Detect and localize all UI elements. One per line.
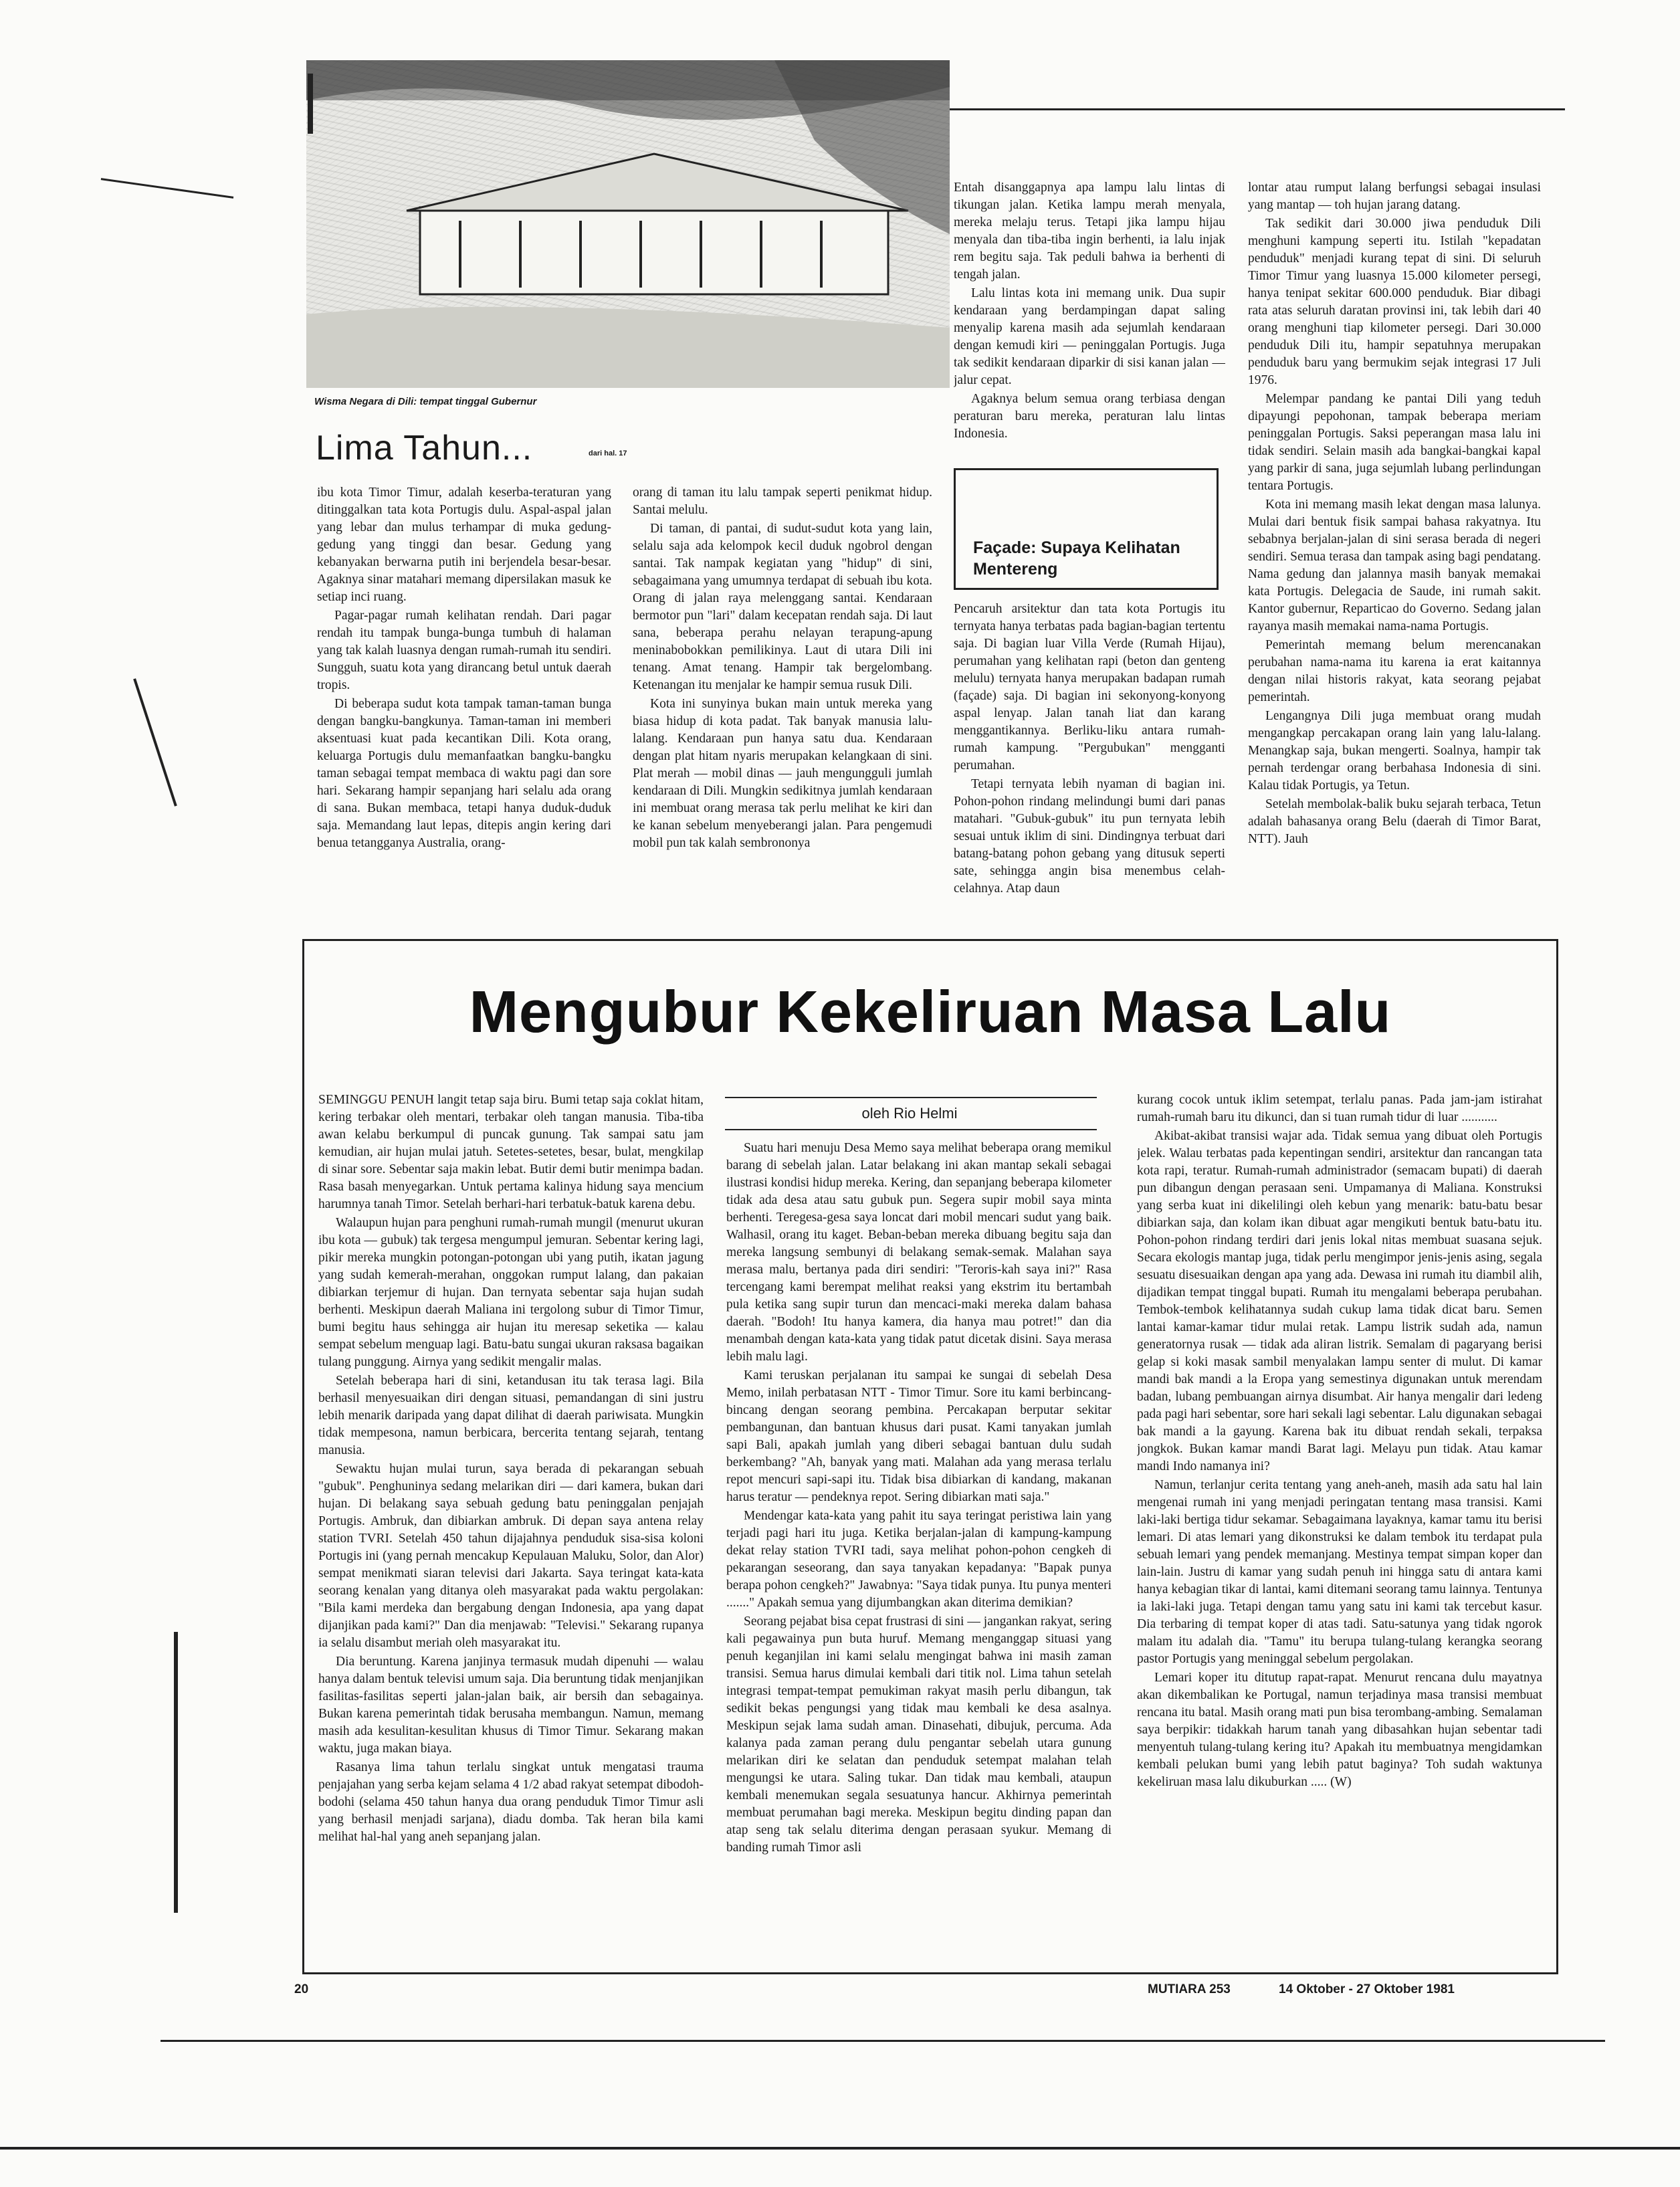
governor-residence-photo xyxy=(306,60,950,388)
paragraph: SEMINGGU PENUH langit tetap saja biru. Bumi tetap saja coklat hitam, kering terbakar oleh mentari, terbakar oleh tangan manusia. Tiba-tiba awan kelabu berkumpul di puncak gunung. Tak sampai satu jam kemudian, air hujan mulai jatuh. Setetes-setetes, besar, bulat, mengkilap di sinar sore. Sebentar saja makin lebat. Butir demi butir menimpa badan. Rasa basah menyegarkan. Untuk pertama kalinya hidung saya mencium harumnya tanah Timor. Setelah berhari-hari terbatuk-batuk karena debu. xyxy=(318,1093,704,1211)
main-column-3 xyxy=(1137,1091,1542,1961)
lima-column-3-bottom xyxy=(954,601,1225,920)
paragraph: Entah disanggapnya apa lampu lalu lintas di tikungan jalan. Ketika lampu merah menyala, mereka melaju terus. Tetapi jika lampu hijau menyala dan tiba-tiba ingin berhenti, ia lalu injak rem begitu saja. Tak peduli bahwa ia berhenti di tengah jalan. xyxy=(954,181,1225,282)
paragraph: Lemari koper itu ditutup rapat-rapat. Menurut rencana dulu mayatnya akan dikembalikan ke Portugal, namun terjadinya masa transisi membuat rencana itu batal. Masih orang mati pun bisa terombang-ambing. Semalaman saya berpikir: tidakkah harum tanah yang dibasahkan hujan sebentar tadi menyentuh tulang-tulang kering itu? Apakah itu membuatnya mengidamkan kembali pelukan bumi yang lebih patut baginya? Toh sudah waktunya kekeliruan masa lalu dikuburkan ..... (W) xyxy=(1137,1671,1542,1789)
paragraph: Setelah membolak-balik buku sejarah terbaca, Tetun adalah bahasanya orang Belu (daerah di Timor Barat, NTT). Jauh xyxy=(1248,797,1541,846)
paragraph: Di taman, di pantai, di sudut-sudut kota yang lain, selalu saja ada kelompok kecil duduk ngobrol dengan santai. Tak nampak kegiatan yang "hidup" di sini, sebagaimana yang umumnya terdapat di sebuah ibu kota. Orang di jalan raya melenggang santai. Kendaraan bermotor pun "lari" dalam kecepatan rendah saja. Di laut sana, beberapa perahu nelayan terapung-apung meninabobokkan pemilikinya. Laut di utara Dili ini tenang. Amat tenang. Hampir tak bergelombang. Ketenangan itu menjalar ke hampir semua rusuk Dili. xyxy=(633,522,932,692)
paragraph: Suatu hari menuju Desa Memo saya melihat beberapa orang memikul barang di sebelah jalan. Latar belakang ini akan mantap sekali sebagai ilustrasi kondisi hidup mereka. Kering, dan sepanjang beberapa kilometer tidak ada desa atau satu gubuk pun. Segera supir mobil saya minta berhenti. Teregesa-gesa saya loncat dari mobil mencari sudut yang baik. Walhasil, orang itu kaget. Beban-beban mereka dibuang begitu saja dan mereka langsung sembunyi di belakang semak-semak. Malahan saya merasa malu, bertanya pada diri sendiri: "Teroris-kah saya ini?" Rasa tercengang kami berempat melihat reaksi yang ekstrim itu bertambah pula ketika sang supir turun dan mencaci-maki mereka dalam bahasa daerah. "Bodoh! Itu hanya kamera, dia hanya mau potret!" dan dia menambah dengan kata-kata yang tidak patut dicetak disini. Saya merasa lebih malu lagi. xyxy=(726,1141,1112,1364)
paragraph: Kota ini sunyinya bukan main untuk mereka yang biasa hidup di kota padat. Tak banyak manusia lalu-lalang. Kendaraan pun hanya satu dua. Kendaraan dengan plat hitam nyaris merupakan kelangkaan di sini. Plat merah — mobil dinas — jauh mengungguli jumlah kendaraan di Dili. Mungkin sedikitnya jumlah kendaraan ini membuat orang merasa tak perlu melihat ke kiri dan ke kanan sebelum menyeberangi jalan. Para pengemudi mobil pun tak kalah sembrononya xyxy=(633,697,932,850)
lima-column-1 xyxy=(317,484,611,919)
lima-column-4 xyxy=(1248,179,1541,920)
issue-dates: 14 Oktober - 27 Oktober 1981 xyxy=(1279,1982,1455,1996)
scan-mark xyxy=(174,1632,178,1913)
paragraph: Mendengar kata-kata yang pahit itu saya teringat peristiwa lain yang terjadi pagi hari itu juga. Ketika berjalan-jalan di kampung-kampung dekat relay station TVRI tadi, saya melihat pohon-pohon cengkeh di pekarangan seseorang, dan saya tanyakan kepadanya: "Bapak punya berapa pohon cengkeh?" Jawabnya: "Saya tidak punya. Itu punya menteri ......." Apakah semua yang dijumbangkan akan diterima demikian? xyxy=(726,1509,1112,1610)
paragraph: Lengangnya Dili juga membuat orang mudah mengangkap percakapan orang lain yang lalu-lalang. Menangkap saja, bukan mengerti. Soalnya, hampir tak pernah terdengar orang berbahasa Indonesia di sini. Kalau tidak Portugis, ya Tetun. xyxy=(1248,709,1541,793)
paragraph: Melempar pandang ke pantai Dili yang teduh dipayungi pepohonan, tampak beberapa meriam peninggalan Portugis. Saksi peperangan masa lalu ini tidak sendiri. Selain masih ada bangkai-bangkai kapal yang parkir di sana, juga sejumlah lubang perlindungan tentara Portugis. xyxy=(1248,392,1541,493)
magazine-issue: MUTIARA 253 xyxy=(1148,1982,1231,1996)
paragraph: Rasanya lima tahun terlalu singkat untuk mengatasi trauma penjajahan yang serba kejam selama 4 1/2 abad rakyat setempat dibodoh-bodohi (selama 450 tahun hanya dua orang penduduk Timor Timur asli yang berhasil menjadi sarjana), diadu domba. Tak heran bila kami melihat hal-hal yang aneh sepanjang jalan. xyxy=(318,1760,704,1844)
facade-subheading-box xyxy=(954,468,1219,590)
paragraph: orang di taman itu lalu tampak seperti penikmat hidup. Santai melulu. xyxy=(633,486,932,517)
photo-caption: Wisma Negara di Dili: tempat tinggal Gubernur xyxy=(314,396,537,407)
paragraph: Kami teruskan perjalanan itu sampai ke sungai di sebelah Desa Memo, inilah perbatasan NTT - Timor Timur. Sore itu kami berbincang-bincang dengan seorang pembina. Percakapan berputar sekitar pembangunan, dan bantuan khusus dari pusat. Kami tanyakan jumlah sapi Bali, apakah jumlah yang diberi sebagai bantuan dulu sudah berkembang? "Ah, banyak yang mati. Malahan ada yang merasa terlalu repot mencuri sapi-sapi itu. Tidak bisa dibiarkan di kandang, makanan harus teratur — pendeknya repot. Sering dibiarkan mati saja." xyxy=(726,1368,1112,1504)
byline-rule-bottom xyxy=(725,1129,1097,1130)
paragraph: Kota ini memang masih lekat dengan masa lalunya. Mulai dari bentuk fisik sampai bahasa rakyatnya. Itu sebabnya berjalan-jalan di sini serasa berada di negeri sendiri. Semua terasa dan tampak asing bagi pendatang. Nama gedung dan jalannya masih banyak memakai kata Portugis. Delegacia de Saude, ini rumah sakit. Kantor gubernur, Reparticao do Governo. Sedang jalan rayanya masih memakai nama-nama Portugis. xyxy=(1248,498,1541,633)
paragraph: Sewaktu hujan mulai turun, saya berada di pekarangan sebuah "gubuk". Penghuninya sedang melarikan diri — dari kamera, bukan dari hujan. Di belakang saya sebuah gedung batu peninggalan penjajah Portugis. Ambruk, dan dibiarkan ambruk. Di depan saya antena relay station TVRI. Setelah 450 tahun dijajahnya penduduk sisa-sisa koloni Portugis ini (yang pernah mencakup Kepulauan Maluku, Solor, dan Alor) sempat menikmati siaran televisi dari Jakarta. Saya teringat kata-kata seorang kenalan yang ditanya oleh masyarakat pada waktu pergolakan: "Bila kami merdeka dan bergabung dengan Indonesia, apa yang dapat dijanjikan pada kami?" Dan dia menjawab: "Televisi." Sekarang rupanya ia selalu disambut meriah oleh masyarakat itu. xyxy=(318,1462,704,1650)
lima-column-2 xyxy=(633,484,932,919)
main-article-title: Mengubur Kekeliruan Masa Lalu xyxy=(469,978,1392,1045)
scan-mark xyxy=(101,178,233,199)
photo-illustration xyxy=(306,60,950,388)
paragraph: lontar atau rumput lalang berfungsi sebagai insulasi yang mantap — toh hujan jarang datang. xyxy=(1248,181,1541,212)
lima-column-3-top xyxy=(954,179,1225,447)
scan-mark xyxy=(0,2147,1680,2150)
paragraph: Setelah beberapa hari di sini, ketandusan itu tak terasa lagi. Bila berhasil menyesuaikan diri dengan situasi, pemandangan di sini justru lebih menarik daripada yang dapat dilihat di daerah pariwisata. Mungkin tidak mempesona, namun berbicara, bercerita tentang sejarah, tentang manusia. xyxy=(318,1374,704,1457)
article-headline-lima-tahun: Lima Tahun... xyxy=(316,429,533,467)
facade-subheading: Façade: Supaya Kelihatan Mentereng xyxy=(973,538,1180,579)
paragraph: Tetapi ternyata lebih nyaman di bagian ini. Pohon-pohon rindang melindungi bumi dari panas matahari. "Gubuk-gubuk" itu pun ternyata lebih sesuai untuk iklim di sini. Dindingnya terbuat dari batang-batang pohon gebang yang ditusuk seperti sate, sehingga angin bisa menembus celah-celahnya. Atap daun xyxy=(954,777,1225,896)
paragraph: Pencaruh arsitektur dan tata kota Portugis itu ternyata hanya terbatas pada bagian-bagian tertentu saja. Di bagian luar Villa Verde (Rumah Hijau), perumahan yang kelihatan rapi (beton dan genteng melulu) ternyata hanya merupakan badapan rumah (façade) saja. Di bagian ini sekonyong-konyong aspal lenyap. Jalan tanah liat dan karang menggantikannya. Berliku-liku antara rumah-rumah kampung. "Pergubukan" mengganti perumahan. xyxy=(954,602,1225,772)
page-number: 20 xyxy=(294,1982,309,1996)
top-rule xyxy=(950,108,1565,110)
continued-from-ref: dari hal. 17 xyxy=(589,449,627,457)
paragraph: Namun, terlanjur cerita tentang yang aneh-aneh, masih ada satu hal lain mengenai rumah ini yang menjadi peringatan tentang masa transisi. Kami laki-laki bertiga tidur sekamar. Sebagaimana layaknya, kamar tamu itu berisi lemari. Di atas lemari yang dikonstruksi ke dalam tembok itu terdapat pula sebuah lemari yang pendek memanjang. Mestinya tempat simpan koper dan lain-lain. Justru di kamar yang sudah penuh ini hingga satu di antara kami hanya kebagian tikar di lantai, kami ditemani seorang tamu lainnya. Tentunya ia laki-laki juga. Tetapi dengan tamu yang satu ini kami tak tercebut kasur. Dia terbaring di tempat koper di atas tadi. Satu-satunya yang tidak ngorok malam itu adalah dia. "Tamu" itu berupa tulang-tulang kerangka seorang pastor Portugis yang meninggal sebelum pergolakan. xyxy=(1137,1478,1542,1666)
scan-mark xyxy=(133,678,177,806)
byline-rule-top xyxy=(725,1097,1097,1098)
paragraph: kurang cocok untuk iklim setempat, terlalu panas. Pada jam-jam istirahat rumah-rumah baru itu dikunci, dan si tuan rumah tidur di luar ........... xyxy=(1137,1093,1542,1124)
main-column-2 xyxy=(726,1140,1112,1961)
scan-mark xyxy=(308,74,313,134)
paragraph: Agaknya belum semua orang terbiasa dengan peraturan baru mereka, peraturan lalu lintas Indonesia. xyxy=(954,392,1225,441)
paragraph: Pemerintah memang belum merencanakan perubahan nama-nama itu karena ia erat kaitannya dengan nilai historis rakyat, kata seorang pejabat pemerintah. xyxy=(1248,638,1541,704)
paragraph: Pagar-pagar rumah kelihatan rendah. Dari pagar rendah itu tampak bunga-bunga tumbuh di halaman yang tak kalah luasnya dengan rumah-rumah itu sendiri. Sungguh, suatu kota yang dirancang betul untuk daerah tropis. xyxy=(317,609,611,692)
main-column-1 xyxy=(318,1091,704,1961)
paragraph: Akibat-akibat transisi wajar ada. Tidak semua yang dibuat oleh Portugis jelek. Walau terbatas pada kepentingan sendiri, arsitektur dan rancangan tata kota rapi, teratur. Rumah-rumah administrador (semacam bupati) di daerah pun dibangun dengan perasaan seni. Umpamanya di Maliana. Konstruksi yang serba kuat ini dikelilingi oleh kebun yang menarik: batu-batu besar dibiarkan saja, dan kolam ikan dibuat agar mengikuti bentuk batu-batu itu. Pohon-pohon rindang terdiri dari jenis lokal nitas membuat suasana sejuk. Secara ekologis mantap juga, tidak perlu mengimpor jenis-jenis asing, segala sesuatu disesuaikan dengan apa yang ada. Dewasa ini rumah itu diambil alih, dijadikan tempat tinggal bupati. Rumah itu mengalami beberapa perubahan. Tembok-tembok kelihatannya sudah cukup lama tidak dicat baru. Semen lantai kamar-kamar tidur mulai retak. Lampu listrik sudah ada, namun generatornya rusak — tidak ada aliran listrik. Semalam di pagaryang berisi gelap si koki masak sambil menyalakan lampu senter di mulut. Di kamar mandi bak mandi a la Eropa yang semestinya digunakan untuk merendam badan, lubang pembuangan airnya disumbat. Air hanya mengalir dari ledeng pada pagi hari sebentar, sore hari sekali lagi sebentar. Lalu digunakan sebagai bak mandi a la gayung. Karena bak itu dibuat rendah sekali, terpaksa jongkok. Bukan kamar mandi Barat lagi. Melayu pun tidak. Atau kamar mandi Indo namanya ini? xyxy=(1137,1129,1542,1473)
paragraph: Walaupun hujan para penghuni rumah-rumah mungil (menurut ukuran ibu kota — gubuk) tak tergesa mengumpul jemuran. Sebentar kering lagi, pikir mereka mungkin potongan-potongan ubi yang putih, ikatan jagung yang sudah kemerah-merahan, onggokan rumput lalang, dan pakaian dibiarkan terjemur di hujan. Dan ternyata sebentar saja hujan sudah berhenti. Meskipun daerah Maliana ini tergolong subur di Timor Timur, bumi begitu haus sehingga air hujan itu meresap seketika — kalau sempat sebelum menguap lagi. Batu-batu sungai ukuran raksasa bagaikan tulang punggung. Airnya yang sedikit mengalir malas. xyxy=(318,1216,704,1369)
scan-mark xyxy=(161,2040,1605,2042)
paragraph: Seorang pejabat bisa cepat frustrasi di sini — jangankan rakyat, sering kali pegawainya pun buta huruf. Memang menganggap situasi yang penuh keganjilan ini kami selalu mengingat bahwa ini masih zaman transisi. Semua harus dimulai kembali dari titik nol. Lima tahun setelah integrasi tempat-tempat pemukiman rakyat masih perlu dibangun, tak sedikit bekas pengungsi yang tidak mau kembali ke desa asalnya. Meskipun sejak lama sudah aman. Dinasehati, dibujuk, percuma. Ada kalanya pada zaman perang dulu pengantar sebelah utara gunung melarikan diri ke selatan dan penduduk setempat malahan telah mengungsi ke utara. Saling tukar. Dan tidak mau kembali, ataupun kembali menemukan segala sesuatunya hancur. Akhirnya pemerintah membuat perumahan bagi mereka. Meskipun begitu dinding papan dan atap seng tak selalu diterima dengan perasaan syukur. Memang di banding rumah Timor asli xyxy=(726,1615,1112,1855)
paragraph: Dia beruntung. Karena janjinya termasuk mudah dipenuhi — walau hanya dalam bentuk televisi umum saja. Dia beruntung tidak menjanjikan fasilitas-fasilitas seperti jalan-jalan baik, air bersih dan sebagainya. Bukan karena pemerintah tidak berusaha membangun. Namun, memang masih ada kesulitan-kesulitan khusus di Timor Timur. Sekarang makan waktu, juga makan biaya. xyxy=(318,1655,704,1756)
paragraph: Di beberapa sudut kota tampak taman-taman bunga dengan bangku-bangkunya. Taman-taman ini memberi aksentuasi kuat pada kecantikan Dili. Kota orang, keluarga Portugis dulu memanfaatkan bangku-bangku taman sebagai tempat membaca di waktu pagi dan sore hari. Sekarang hampir sepanjang hari selalu ada orang di sana. Bukan membaca, tetapi hanya duduk-duduk saja. Memandang laut lepas, ditepis angin kering dari benua tetangganya Australia, orang- xyxy=(317,697,611,850)
paragraph: ibu kota Timor Timur, adalah keserba-teraturan yang ditinggalkan tata kota Portugis dulu. Aspal-aspal jalan yang lebar dan mulus terhampar di muka gedung-gedung yang tinggi dan besar. Gedung yang kebanyakan berwarna putih ini berjendela besar-besar. Agaknya sinar matahari memang dipersilakan masuk ke setiap inci ruang. xyxy=(317,486,611,604)
paragraph: Tak sedikit dari 30.000 jiwa penduduk Dili menghuni kampung seperti itu. Istilah "kepadatan penduduk" menjadi kurang tepat di sini. Di seluruh Timor Timur yang luasnya 15.000 kilometer persegi, hanya tenipat sekitar 600.000 penduduk. Biar dibagi rata atas seluruh daratan provinsi ini, tak lebih dari 40 orang menghuni tiap kilometer persegi. Dari 30.000 penduduk Dili itu, hampir sepatuhnya merupakan penduduk baru yang bermukim sejak integrasi 17 Juli 1976. xyxy=(1248,217,1541,387)
paragraph: Lalu lintas kota ini memang unik. Dua supir kendaraan yang berdampingan dapat saling menyalip karena masih ada sejumlah kendaraan dengan kemudi kiri — peninggalan Portugis. Juga tak sedikit kendaraan diparkir di sisi kanan jalan — jalur cepat. xyxy=(954,286,1225,387)
byline: oleh Rio Helmi xyxy=(861,1105,958,1122)
